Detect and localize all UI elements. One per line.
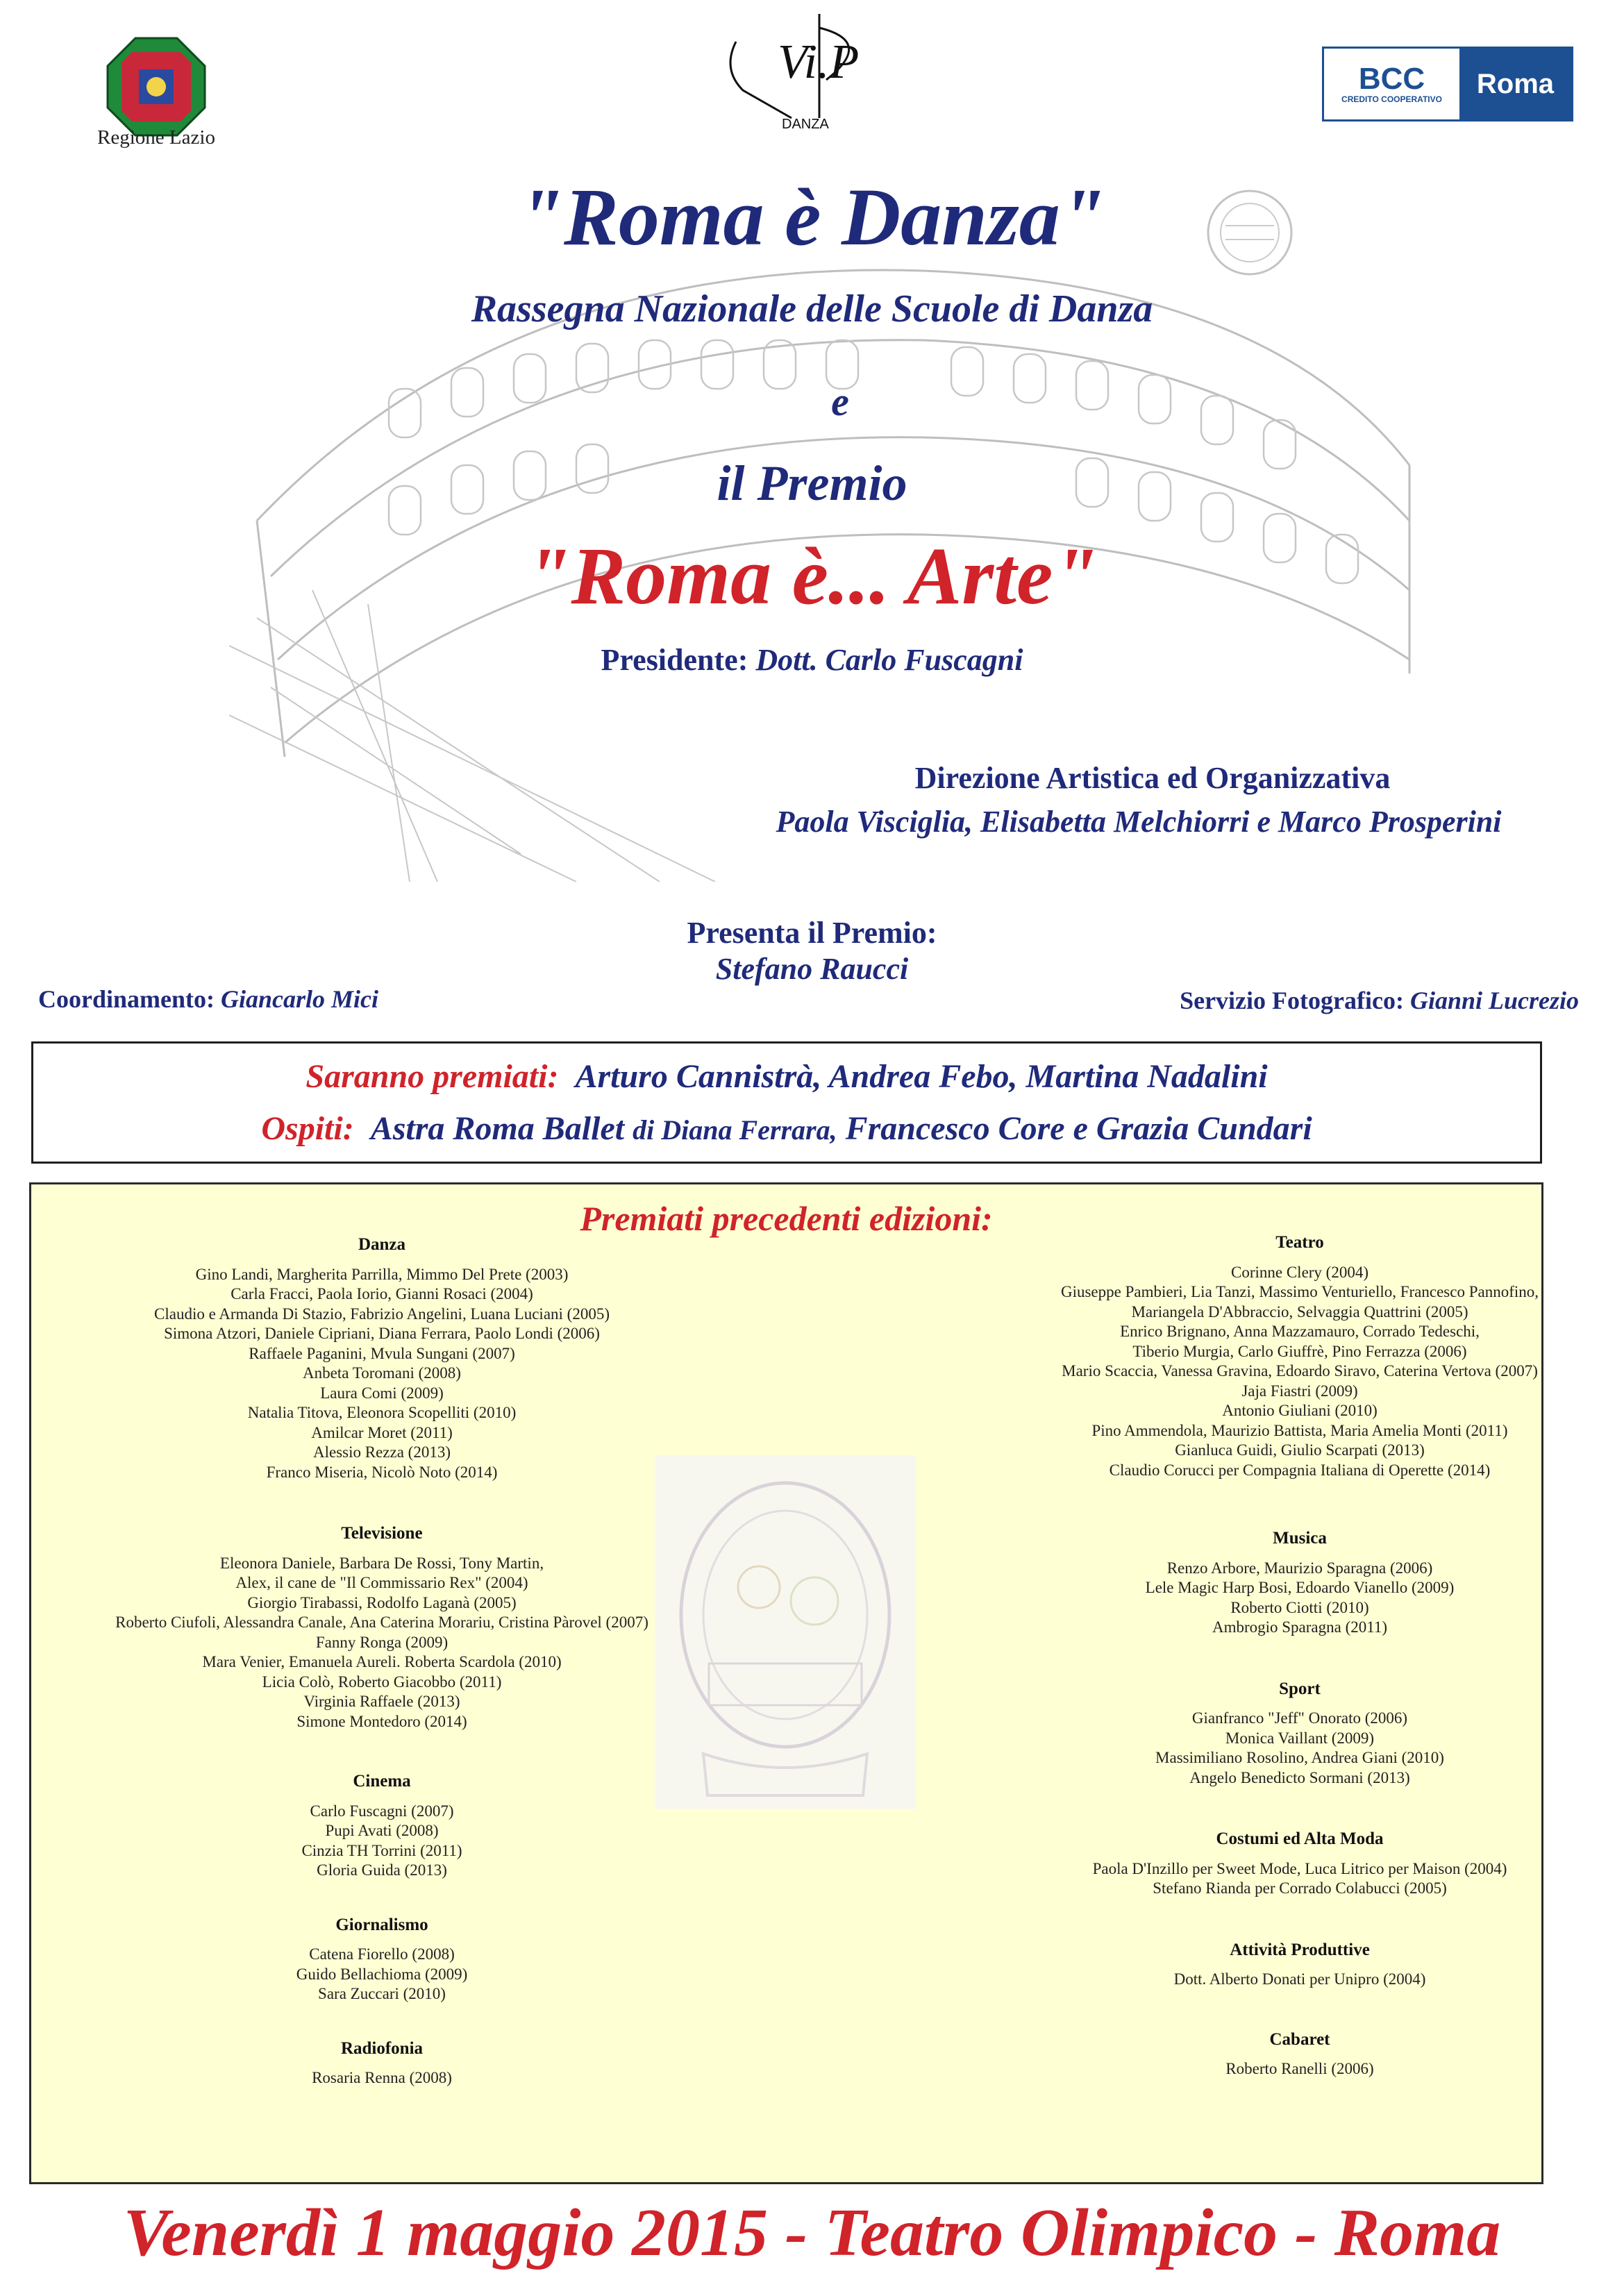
category-televisione (66, 1524, 698, 1732)
category-title: Costumi ed Alta Moda (1216, 1829, 1384, 1848)
awardee-entry: Mario Scaccia, Vanessa Gravina, Edoardo Siravo, Caterina Vertova (2007) (1062, 1362, 1538, 1380)
awardee-entry: Franco Miseria, Nicolò Noto (2014) (266, 1463, 498, 1481)
svg-text:DANZA: DANZA (782, 117, 829, 132)
event-date-venue: Venerdì 1 maggio 2015 - Teatro Olimpico - Roma (123, 2195, 1501, 2270)
awardee-entry: Sara Zuccari (2010) (318, 1985, 446, 2002)
awardee-entry: Claudio Corucci per Compagnia Italiana di Operette (2014) (1109, 1461, 1491, 1479)
awardee-entry: Stefano Rianda per Corrado Colabucci (2005) (1153, 1879, 1447, 1897)
president-label: Presidente: (601, 643, 748, 677)
awardee-entry: Roberto Ciufoli, Alessandra Canale, Ana Caterina Morariu, Cristina Pàrovel (2007) (115, 1614, 648, 1631)
awardee-entry: Mara Venier, Emanuela Aureli. Roberta Scardola (2010) (202, 1653, 562, 1670)
awardee-entry: Gianfranco "Jeff" Onorato (2006) (1191, 1709, 1408, 1727)
guests-group: Astra Roma Ballet (370, 1110, 625, 1147)
category-title: Teatro (1275, 1233, 1324, 1252)
presenter-title: Presenta il Premio: (687, 916, 937, 950)
vip-danza-logo (715, 14, 882, 135)
awardee-entry: Giuseppe Pambieri, Lia Tanzi, Massimo Venturiello, Francesco Pannofino, (1060, 1283, 1539, 1300)
coordination-label: Coordinamento: (38, 985, 215, 1013)
awardee-entry: Laura Comi (2009) (320, 1384, 444, 1402)
coordination-line (38, 984, 378, 1014)
category-musica (977, 1529, 1623, 1638)
category-cinema (66, 1772, 698, 1881)
awardees-names: Arturo Cannistrà, Andrea Febo, Martina Nadalini (575, 1058, 1268, 1095)
category-radiofonia (66, 2039, 698, 2088)
awardee-entry: Lele Magic Harp Bosi, Edoardo Vianello (2009) (1145, 1579, 1455, 1596)
awardee-entry: Corinne Clery (2004) (1230, 1263, 1368, 1281)
regione-lazio-logo (104, 35, 208, 139)
awardee-entry: Mariangela D'Abbraccio, Selvaggia Quattrini (2005) (1131, 1302, 1468, 1321)
awardee-entry: Raffaele Paganini, Mvula Sungani (2007) (249, 1344, 515, 1362)
awardee-entry: Gloria Guida (2013) (317, 1861, 447, 1879)
award-title: "Roma è... Arte" (526, 530, 1098, 621)
awardee-entry: Massimiliano Rosolino, Andrea Giani (2010) (1155, 1749, 1444, 1766)
awardee-entry: Licia Colò, Roberto Giacobbo (2011) (262, 1673, 502, 1691)
photo-service-name: Gianni Lucrezio (1409, 987, 1579, 1014)
awardee-entry: Anbeta Toromani (2008) (303, 1364, 461, 1382)
category-title: Giornalismo (335, 1915, 428, 1934)
awardee-entry: Giorgio Tirabassi, Rodolfo Laganà (2005) (247, 1593, 517, 1611)
category-danza (66, 1235, 698, 1482)
awardee-entry: Jaja Fiastri (2009) (1241, 1382, 1358, 1400)
awardee-entry: Carlo Fuscagni (2007) (310, 1802, 454, 1820)
category-sport (977, 1679, 1623, 1788)
awardees-box (31, 1041, 1542, 1164)
previous-editions-panel (29, 1182, 1543, 2184)
bcc-logo-word: BCC (1358, 62, 1425, 96)
awardee-entry: Rosaria Renna (2008) (312, 2069, 452, 2086)
president-name: Dott. Carlo Fuscagni (755, 643, 1023, 677)
event-title: "Roma è Danza" (518, 171, 1106, 262)
president-line (0, 642, 1624, 678)
awardees-label: Saranno premiati: (305, 1058, 559, 1095)
awardee-entry: Alessio Rezza (2013) (313, 1443, 451, 1461)
category-cabaret (977, 2030, 1623, 2079)
awardee-entry: Cinzia TH Torrini (2011) (301, 1841, 462, 1859)
regione-lazio-label: Regione Lazio (97, 126, 215, 149)
presenter-name: Stefano Raucci (715, 952, 909, 986)
guests-label: Ospiti: (261, 1110, 354, 1147)
awardee-entry: Dott. Alberto Donati per Unipro (2004) (1173, 1970, 1426, 1988)
photo-service-line (1180, 986, 1579, 1015)
awardee-entry: Gianluca Guidi, Giulio Scarpati (2013) (1175, 1441, 1425, 1459)
previous-left-column (66, 1235, 698, 2094)
awardee-entry: Natalia Titova, Eleonora Scopelliti (2010) (247, 1404, 517, 1421)
awardee-entry: Carla Fracci, Paola Iorio, Gianni Rosaci (2004) (231, 1285, 533, 1302)
awardees-line (33, 1057, 1540, 1096)
bcc-logo-right (1459, 49, 1571, 119)
category-title: Musica (1273, 1529, 1327, 1548)
category-title: Danza (358, 1235, 406, 1254)
category-title: Cinema (353, 1772, 411, 1791)
awardee-entry: Tiberio Murgia, Carlo Giuffrè, Pino Ferrazza (2006) (1132, 1342, 1467, 1360)
category-title: Cabaret (1269, 2029, 1330, 2049)
category-attivit-produttive (977, 1941, 1623, 1990)
awardee-entry: Enrico Brignano, Anna Mazzamauro, Corrado Tedeschi, (1120, 1323, 1480, 1340)
awardee-entry: Simone Montedoro (2014) (296, 1712, 467, 1730)
awardee-entry: Roberto Ranelli (2006) (1225, 2060, 1374, 2077)
coordination-name: Giancarlo Mici (221, 985, 379, 1013)
awardee-entry: Paola D'Inzillo per Sweet Mode, Luca Litrico per Maison (2004) (1092, 1859, 1507, 1877)
guests-names: Francesco Core e Grazia Cundari (845, 1110, 1312, 1147)
direction-names: Paola Visciglia, Elisabetta Melchiorri e Marco Prosperini (776, 805, 1502, 839)
category-title: Attività Produttive (1230, 1940, 1370, 1959)
direction-title: Direzione Artistica ed Organizzativa (914, 761, 1391, 795)
previous-editions-title: Premiati precedenti edizioni: (580, 1199, 993, 1238)
awardee-entry: Eleonora Daniele, Barbara De Rossi, Tony Martin, (219, 1554, 544, 1572)
previous-right-column (977, 1233, 1623, 2085)
awardee-entry: Antonio Giuliani (2010) (1222, 1402, 1378, 1419)
event-subtitle: Rassegna Nazionale delle Scuole di Danza (471, 287, 1153, 330)
category-teatro (977, 1233, 1623, 1480)
awardee-entry: Monica Vaillant (2009) (1225, 1729, 1375, 1747)
category-title: Radiofonia (340, 2038, 424, 2058)
category-giornalismo (66, 1916, 698, 2004)
awardee-entry: Catena Fiorello (2008) (309, 1945, 455, 1963)
svg-text:Vi.P: Vi.P (778, 35, 860, 89)
awardee-entry: Alex, il cane de "Il Commissario Rex" (2004) (235, 1574, 528, 1591)
bcc-logo-sub: CREDITO COOPERATIVO (1341, 94, 1442, 104)
bcc-logo-city: Roma (1476, 68, 1555, 99)
awardee-entry: Renzo Arbore, Maurizio Sparagna (2006) (1166, 1559, 1433, 1577)
category-title: Sport (1279, 1679, 1321, 1698)
awardee-entry: Pupi Avati (2008) (325, 1822, 439, 1839)
awardee-entry: Roberto Ciotti (2010) (1230, 1598, 1369, 1616)
bcc-roma-logo (1322, 47, 1573, 121)
awardee-entry: Gino Landi, Margherita Parrilla, Mimmo Del Prete (2003) (195, 1265, 569, 1283)
awardee-entry: Pino Ammendola, Maurizio Battista, Maria Amelia Monti (2011) (1091, 1421, 1508, 1439)
title-conjunction: e (831, 379, 849, 424)
bcc-logo-left (1324, 49, 1459, 119)
awardee-entry: Virginia Raffaele (2013) (303, 1693, 460, 1710)
guests-line (33, 1109, 1540, 1148)
category-costumi-ed-alta-moda (977, 1829, 1623, 1899)
photo-service-label: Servizio Fotografico: (1180, 987, 1404, 1014)
guests-director: di Diana Ferrara, (633, 1114, 837, 1146)
awardee-entry: Guido Bellachioma (2009) (296, 1965, 468, 1983)
awardee-entry: Angelo Benedicto Sormani (2013) (1189, 1768, 1410, 1786)
awardee-entry: Fanny Ronga (2009) (315, 1633, 449, 1651)
awardee-entry: Simona Atzori, Daniele Cipriani, Diana Ferrara, Paolo Londi (2006) (164, 1325, 600, 1342)
category-title: Televisione (341, 1524, 423, 1543)
premio-heading: il Premio (717, 455, 907, 511)
awardee-entry: Claudio e Armanda Di Stazio, Fabrizio Angelini, Luana Luciani (2005) (154, 1305, 610, 1323)
awardee-entry: Amilcar Moret (2011) (311, 1423, 453, 1441)
awardee-entry: Ambrogio Sparagna (2011) (1212, 1618, 1388, 1636)
